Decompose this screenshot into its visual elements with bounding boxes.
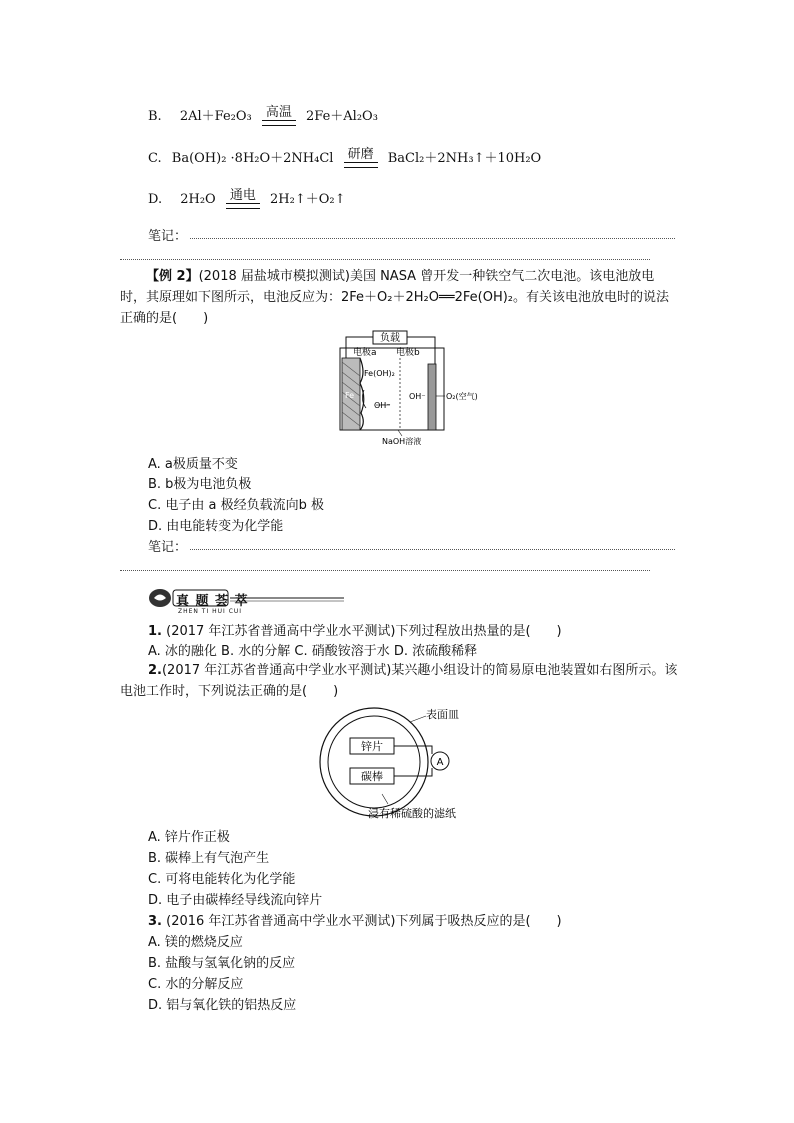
diagram-fe: Fe	[345, 391, 355, 400]
reactants: 2H₂O	[180, 192, 216, 207]
question-number: 2.	[148, 663, 162, 678]
option-label: B.	[148, 109, 162, 124]
equation-d	[148, 188, 346, 213]
option-label: D.	[148, 192, 163, 207]
notes-label: 笔记：	[148, 540, 188, 555]
option-label: C.	[148, 151, 162, 166]
galvanic-cell-diagram	[312, 704, 502, 822]
question-number: 3.	[148, 914, 162, 929]
fe-air-battery-diagram	[320, 328, 490, 448]
question-2	[120, 660, 680, 702]
notes-label: 笔记：	[148, 229, 188, 244]
question-3-option-a: A. 镁的燃烧反应	[148, 935, 243, 950]
example-2-option-b: B. b极为电池负极	[148, 477, 252, 492]
reaction-condition: 高温	[265, 105, 292, 120]
diagram-dish: 表面皿	[426, 708, 459, 721]
example-tag: 【例 2】	[146, 269, 199, 284]
notes-line	[190, 238, 675, 239]
diagram-naoh: NaOH溶液	[382, 437, 422, 446]
section-pinyin: ZHEN TI HUI CUI	[178, 608, 243, 615]
reaction-arrow	[226, 189, 260, 209]
question-3-option-c: C. 水的分解反应	[148, 977, 244, 992]
reaction-condition: 通电	[229, 188, 256, 203]
question-2-option-d: D. 电子由碳棒经导线流向锌片	[148, 893, 323, 908]
diagram-oh-left: OH⁻	[374, 401, 391, 410]
question-2-option-b: B. 碳棒上有气泡产生	[148, 851, 270, 866]
example-2-option-a: A. a极质量不变	[148, 457, 238, 472]
question-text: (2017 年江苏省普通高中学业水平测试)下列过程放出热量的是( )	[166, 624, 562, 639]
question-text: (2017 年江苏省普通高中学业水平测试)某兴趣小组设计的简易原电池装置如右图所示。该电池工作时，下列说法正确的是( )	[120, 663, 678, 699]
diagram-carbon: 碳棒	[361, 770, 383, 783]
example-2-option-c: C. 电子由 a 极经负载流向b 极	[148, 498, 324, 513]
question-1	[148, 620, 562, 639]
diagram-load: 负载	[380, 333, 400, 344]
diagram-zinc: 锌片	[361, 740, 383, 753]
example-2-option-d: D. 由电能转变为化学能	[148, 519, 284, 534]
reaction-arrow	[344, 148, 378, 168]
products: BaCl₂＋2NH₃↑＋10H₂O	[387, 151, 542, 166]
diagram-o2: O₂(空气)	[446, 392, 478, 401]
products: 2Fe＋Al₂O₃	[306, 109, 378, 124]
diagram-electrode-a: 电极a	[353, 348, 377, 358]
notes-line	[120, 570, 650, 571]
diagram-oh-right: OH⁻	[409, 392, 426, 401]
question-3-option-b: B. 盐酸与氢氧化钠的反应	[148, 956, 296, 971]
question-2-option-c: C. 可将电能转化为化学能	[148, 872, 296, 887]
notes-line	[190, 549, 675, 550]
equation-c	[148, 147, 542, 172]
reactants: 2Al＋Fe₂O₃	[179, 109, 252, 124]
question-3-option-d: D. 铝与氧化铁的铝热反应	[148, 998, 297, 1013]
example-2-question	[120, 266, 680, 329]
reaction-arrow	[262, 106, 296, 126]
notes-line	[120, 259, 650, 260]
diagram-feoh: Fe(OH)₂	[364, 369, 395, 378]
diagram-paper: 浸有稀硫酸的滤纸	[368, 807, 456, 820]
equation-b	[148, 105, 378, 130]
section-header	[148, 585, 348, 615]
diagram-electrode-b: 电极b	[396, 348, 420, 358]
question-1-options: A. 冰的融化 B. 水的分解 C. 硝酸铵溶于水 D. 浓硫酸稀释	[148, 644, 478, 659]
example-text: (2018 届盐城市模拟测试)美国 NASA 曾开发一种铁空气二次电池。该电池放电时，其原理如下图所示，电池反应为：2Fe＋O₂＋2H₂O══2Fe(OH)₂。有关该电池放电时的说法正确的是( )	[120, 269, 670, 326]
question-text: (2016 年江苏省普通高中学业水平测试)下列属于吸热反应的是( )	[166, 914, 562, 929]
section-title: 真 题 荟 萃	[176, 594, 249, 609]
question-number: 1.	[148, 624, 162, 639]
diagram-ammeter: A	[436, 757, 444, 768]
question-3	[148, 910, 562, 929]
reactants: Ba(OH)₂ ·8H₂O＋2NH₄Cl	[171, 151, 334, 166]
products: 2H₂↑＋O₂↑	[270, 192, 346, 207]
question-2-option-a: A. 锌片作正极	[148, 830, 230, 845]
reaction-condition: 研磨	[347, 147, 374, 162]
